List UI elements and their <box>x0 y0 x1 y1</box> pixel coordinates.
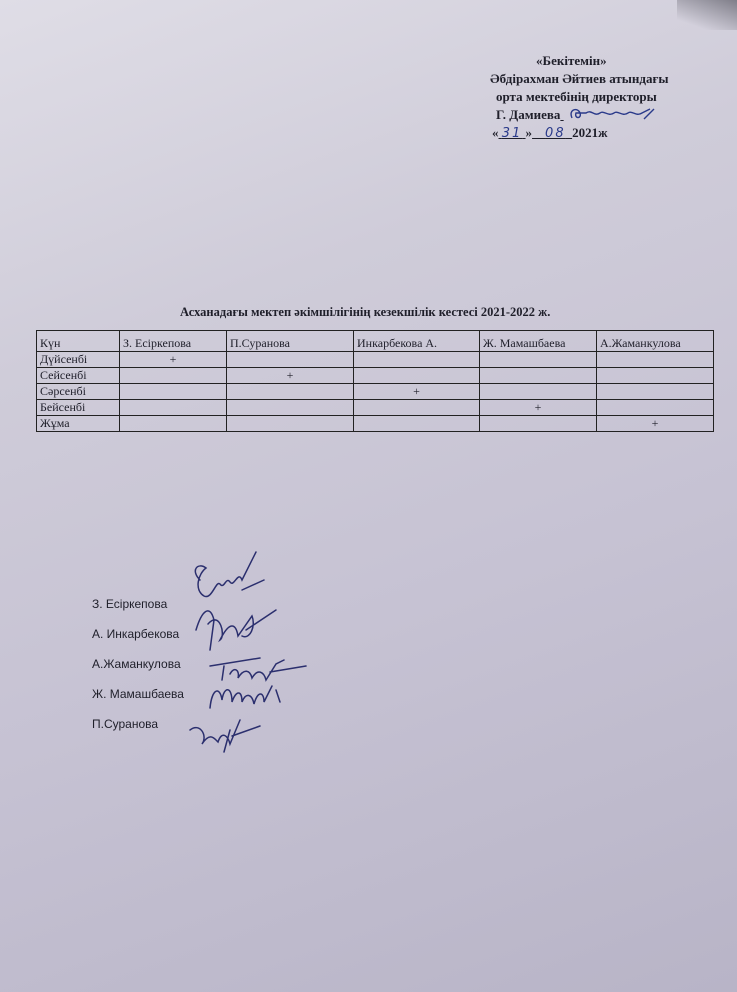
handwritten-signatures <box>180 540 330 760</box>
mark-cell <box>120 368 227 384</box>
mark-cell <box>227 384 354 400</box>
approval-date: « 31 » 08 2021ж <box>492 125 608 141</box>
duty-schedule-table <box>36 330 714 432</box>
signer-name: П.Суранова <box>92 717 159 731</box>
approval-position: орта мектебінің директоры <box>496 89 657 104</box>
approval-heading: «Бекітемін» <box>536 53 607 68</box>
mark-cell <box>597 384 714 400</box>
table-row <box>37 384 714 400</box>
day-cell: Дүйсенбі <box>37 352 120 368</box>
signature-inkarbekova <box>196 610 276 650</box>
mark-cell <box>354 352 480 368</box>
signers-list <box>92 595 184 745</box>
table-row <box>37 352 714 368</box>
signature-suranova <box>190 720 260 752</box>
approval-school: Әбдірахман Әйтиев атындағы <box>490 71 669 86</box>
table-header-row <box>37 331 714 352</box>
mark-cell: + <box>120 352 227 368</box>
mark-cell <box>480 416 597 432</box>
day-cell: Жұма <box>37 416 120 432</box>
mark-cell <box>597 400 714 416</box>
mark-cell <box>227 400 354 416</box>
mark-cell <box>480 368 597 384</box>
header-cell: Күн <box>37 331 120 352</box>
director-name: Г. Дамиева <box>496 107 561 122</box>
date-month: 08 <box>545 126 566 141</box>
day-cell: Сейсенбі <box>37 368 120 384</box>
mark-cell <box>120 400 227 416</box>
page-corner-shadow <box>677 0 737 30</box>
table-row <box>37 400 714 416</box>
signer-name: Ж. Мамашбаева <box>92 687 184 701</box>
day-cell: Сәрсенбі <box>37 384 120 400</box>
mark-cell <box>480 384 597 400</box>
date-year: 2021ж <box>572 125 608 140</box>
table-row <box>37 416 714 432</box>
approval-director-line <box>490 106 730 124</box>
mark-cell <box>597 352 714 368</box>
mark-cell <box>227 352 354 368</box>
mark-cell: + <box>480 400 597 416</box>
header-cell: З. Есіркепова <box>120 331 227 352</box>
signature-zhamankulova <box>210 658 306 680</box>
director-signature <box>564 107 660 121</box>
signer-name: А. Инкарбекова <box>92 627 180 641</box>
date-day: 31 <box>501 126 523 141</box>
signature-esirkepova <box>195 552 264 597</box>
approval-block <box>490 52 730 143</box>
header-cell: А.Жаманкулова <box>597 331 714 352</box>
signature-mamashbaeva <box>210 686 280 708</box>
mark-cell: + <box>597 416 714 432</box>
mark-cell: + <box>354 384 480 400</box>
header-cell: Ж. Мамашбаева <box>480 331 597 352</box>
director-signature-line <box>560 107 659 122</box>
mark-cell <box>120 384 227 400</box>
header-cell: Инкарбекова А. <box>354 331 480 352</box>
mark-cell <box>120 416 227 432</box>
header-cell: П.Суранова <box>227 331 354 352</box>
schedule-title: Асханадағы мектеп әкімшілігінің кезекшілік кестесі 2021-2022 ж. <box>180 305 551 319</box>
signer-name: З. Есіркепова <box>92 597 168 611</box>
table-row <box>37 368 714 384</box>
mark-cell <box>480 352 597 368</box>
mark-cell <box>354 416 480 432</box>
day-cell: Бейсенбі <box>37 400 120 416</box>
mark-cell <box>227 416 354 432</box>
signer-name: А.Жаманкулова <box>92 657 181 671</box>
mark-cell <box>597 368 714 384</box>
mark-cell <box>354 368 480 384</box>
mark-cell: + <box>227 368 354 384</box>
mark-cell <box>354 400 480 416</box>
